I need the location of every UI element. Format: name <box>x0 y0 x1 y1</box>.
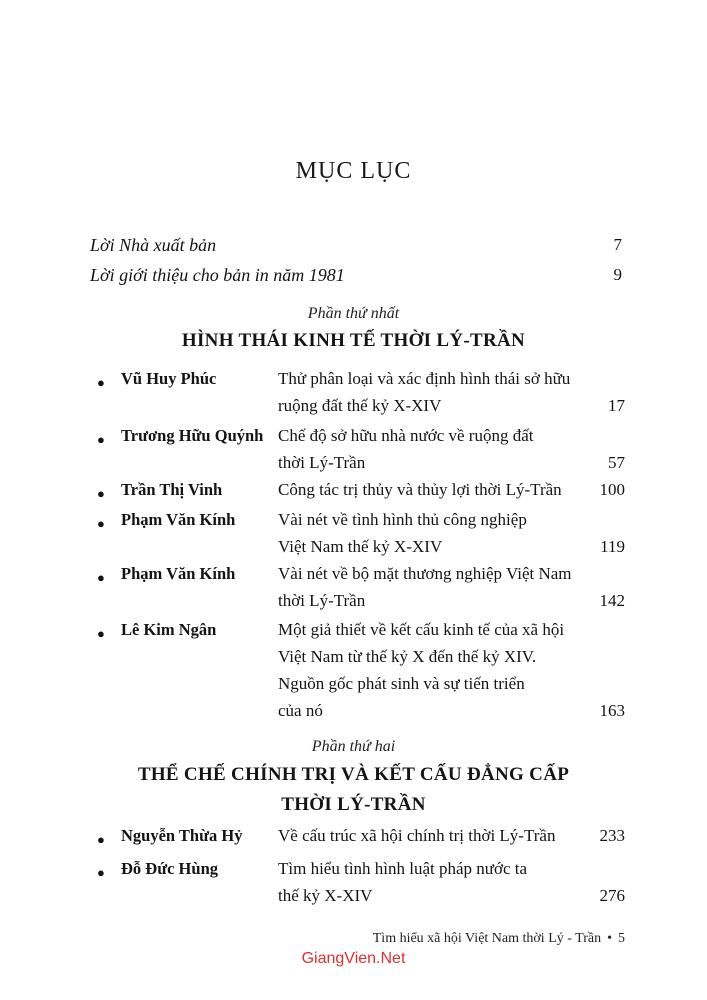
part-title-line: THỜI LÝ-TRẦN <box>281 794 426 815</box>
page-footer <box>373 931 625 947</box>
entry-page-number: 57 <box>608 453 625 472</box>
bullet-icon: ● <box>97 832 105 847</box>
bullet-icon: ● <box>97 626 105 641</box>
entry-title <box>278 855 578 909</box>
entry-title <box>278 506 578 560</box>
footer-page-number: 5 <box>618 931 625 946</box>
toc-page-number: 7 <box>613 235 622 254</box>
entry-title <box>278 616 578 724</box>
entry-title-line: thời Lý-Trần <box>278 453 366 472</box>
part-title-line: HÌNH THÁI KINH TẾ THỜI LÝ-TRẦN <box>181 330 526 351</box>
entry-author: Phạm Văn Kính <box>121 510 236 529</box>
entry-author: Trần Thị Vinh <box>121 480 223 499</box>
entry-title-line: thế kỷ X-XIV <box>278 886 373 905</box>
entry-title <box>278 422 578 476</box>
bullet-icon: ● <box>97 432 105 447</box>
entry-page-number: 163 <box>599 701 625 720</box>
entry-title-line: Nguồn gốc phát sinh và sự tiến triển <box>278 674 525 693</box>
part-title-line: THỂ CHẾ CHÍNH TRỊ VÀ KẾT CẤU ĐẲNG CẤP <box>137 764 570 785</box>
entry-title-line: Việt Nam thế kỷ X-XIV <box>278 537 443 556</box>
toc-intro-title: Lời giới thiệu cho bản in năm 1981 <box>90 265 345 285</box>
bullet-icon: ● <box>97 375 105 390</box>
entry-title-line: Vài nét về bộ mặt thương nghiệp Việt Nam <box>278 564 572 583</box>
entry-author: Vũ Huy Phúc <box>121 369 217 388</box>
bullet-icon: ● <box>97 486 105 501</box>
entry-author: Phạm Văn Kính <box>121 564 236 583</box>
entry-page-number: 119 <box>600 537 625 556</box>
entry-title-line: thời Lý-Trần <box>278 591 366 610</box>
entry-page-number: 142 <box>599 591 625 610</box>
entry-title <box>278 560 578 614</box>
entry-title-line: Chế độ sở hữu nhà nước về ruộng đất <box>278 426 534 445</box>
part-one-label: Phần thứ nhất <box>307 305 400 322</box>
entry-title-line: Thử phân loại và xác định hình thái sở hữu <box>278 369 571 388</box>
watermark: GiangVien.Net <box>301 950 406 967</box>
entry-title-line: Công tác trị thủy và thủy lợi thời Lý-Trần <box>278 480 562 499</box>
part-two-title <box>0 760 707 820</box>
entry-title-line: của nó <box>278 701 323 720</box>
entry-title <box>278 476 578 503</box>
toc-page-number: 9 <box>613 265 622 284</box>
toc-intro-item[interactable] <box>90 232 622 258</box>
entry-author: Nguyễn Thừa Hỷ <box>121 826 243 845</box>
entry-title-line: Vài nét về tình hình thủ công nghiệp <box>278 510 527 529</box>
part-two-label: Phần thứ hai <box>311 738 396 755</box>
entry-page-number: 276 <box>599 886 625 905</box>
entry-page-number: 233 <box>599 826 625 845</box>
entry-title <box>278 822 578 849</box>
footer-separator: • <box>607 931 612 946</box>
entry-title-line: Về cấu trúc xã hội chính trị thời Lý-Trần <box>278 826 556 845</box>
footer-book-title: Tìm hiểu xã hội Việt Nam thời Lý - Trần <box>372 931 602 946</box>
entry-title-line: Tìm hiểu tình hình luật pháp nước ta <box>278 859 528 878</box>
entry-author: Đỗ Đức Hùng <box>121 859 218 878</box>
entry-title-line: Một giả thiết về kết cấu kinh tế của xã hội <box>278 620 565 639</box>
page-title: MỤC LỤC <box>295 158 412 184</box>
entry-title-line: Việt Nam từ thế kỷ X đến thế kỷ XIV. <box>278 647 537 666</box>
entry-title <box>278 365 578 419</box>
entry-author: Lê Kim Ngân <box>121 620 217 639</box>
part-one-title <box>0 326 707 356</box>
entry-title-line: ruộng đất thế kỷ X-XIV <box>278 396 442 415</box>
entry-author: Trương Hữu Quýnh <box>121 426 264 445</box>
entry-page-number: 100 <box>599 480 625 499</box>
bullet-icon: ● <box>97 570 105 585</box>
toc-intro-title: Lời Nhà xuất bản <box>90 235 217 255</box>
toc-intro-item[interactable] <box>90 262 622 288</box>
entry-page-number: 17 <box>608 396 625 415</box>
bullet-icon: ● <box>97 865 105 880</box>
bullet-icon: ● <box>97 516 105 531</box>
